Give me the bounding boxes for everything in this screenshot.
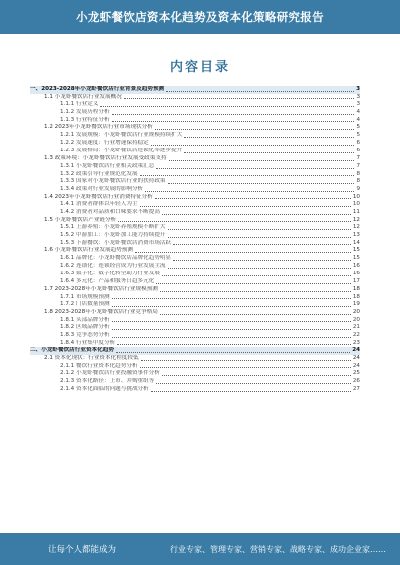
toc-entry[interactable] (30, 378, 360, 386)
toc-entry[interactable] (30, 101, 360, 109)
toc-entry-title: 1.7 2023-2028年小龙虾餐饮店行业规模预测 (44, 285, 158, 292)
toc-leader-dots (184, 152, 354, 153)
toc-entry[interactable] (30, 217, 360, 225)
toc-entry-page: 24 (352, 347, 360, 354)
toc-entry-page: 4 (356, 109, 360, 116)
toc-leader-dots (173, 244, 351, 245)
toc-leader-dots (168, 229, 351, 230)
toc-entry[interactable] (30, 86, 360, 94)
toc-entry-page: 11 (352, 209, 360, 215)
footer-slogan-left: 让每个人都能成为 (48, 545, 117, 555)
toc-entry-page: 6 (356, 147, 360, 154)
toc-entry[interactable] (30, 163, 360, 171)
toc-entry-page: 17 (352, 278, 360, 285)
toc-entry-page: 26 (352, 378, 360, 385)
toc-leader-dots (112, 298, 351, 299)
toc-entry[interactable] (30, 240, 360, 248)
toc-leader-dots (173, 260, 351, 261)
toc-entry-title: 1.3.4 政策对行业发展的影响分析 (60, 185, 144, 192)
toc-leader-dots (168, 237, 351, 238)
toc-leader-dots (156, 383, 351, 384)
toc-leader-dots (112, 321, 351, 322)
toc-entry-page: 6 (356, 139, 360, 146)
toc-entry-page: 25 (352, 370, 360, 377)
report-header (0, 0, 400, 34)
toc-entry-title: 2.1 资本化现状：行业资本化程度较低 (44, 355, 139, 362)
toc-entry-page: 8 (356, 170, 360, 177)
toc-entry-title: 1.3.3 国家对小龙虾餐饮店行业的扶持政策 (60, 178, 166, 185)
toc-entry-page: 5 (356, 132, 360, 139)
toc-leader-dots (140, 206, 351, 207)
toc-entry-title: 1.4.2 消费者对品质和口味要求不断提高 (60, 209, 160, 215)
toc-entry-title: 1.5.1 上游养殖：小龙虾养殖规模不断扩大 (60, 224, 166, 231)
toc-entry-title: 1.3.1 小龙虾餐饮店行业相关政策汇总 (60, 162, 155, 169)
toc-entry-title: 1.1.3 行业特征分析 (60, 116, 110, 123)
toc-entry-page: 24 (352, 355, 360, 362)
toc-entry-title: 1.5 小龙虾餐饮店产业链分析 (44, 216, 117, 223)
toc-entry[interactable] (30, 355, 360, 363)
toc-entry[interactable] (30, 386, 360, 394)
toc-entry-page: 15 (352, 255, 360, 262)
toc-entry-title: 1.6.1 品牌化：小龙虾餐饮店品牌化趋势明显 (60, 255, 172, 262)
toc-entry[interactable] (30, 278, 360, 286)
toc-leader-dots (145, 191, 354, 192)
toc-entry-page: 21 (352, 324, 360, 331)
toc-entry[interactable] (30, 370, 360, 378)
toc-leader-dots (166, 91, 354, 92)
toc-entry[interactable] (30, 363, 360, 371)
toc-entry-title: 1.7.2 门店数量预测 (60, 301, 110, 308)
toc-entry[interactable] (30, 340, 360, 348)
toc-leader-dots (155, 198, 351, 199)
toc-entry[interactable] (30, 171, 360, 179)
toc-entry-page: 16 (352, 262, 360, 269)
toc-entry[interactable] (30, 317, 360, 325)
toc-entry-title: 2.1.3 资本化路径：上市、并购重组等 (60, 378, 155, 385)
report-footer (0, 533, 400, 565)
toc-entry-title: 1.3.2 政策引导行业规范化发展 (60, 170, 138, 177)
toc-entry-title: 1.8.4 行业集中度分析 (60, 339, 116, 346)
toc-entry-title: 1.2 2023年小龙虾餐饮店行业市场现状分析 (44, 124, 153, 131)
toc-entry[interactable] (30, 294, 360, 302)
toc-leader-dots (100, 106, 354, 107)
toc-entry-page: 23 (352, 339, 360, 346)
toc-entry-page: 12 (352, 224, 360, 231)
toc-entry-title: 1.8.1 头部品牌分析 (60, 316, 110, 323)
toc-entry[interactable] (30, 194, 360, 202)
toc-entry[interactable] (30, 232, 360, 240)
toc-entry-page: 15 (352, 247, 360, 254)
toc-leader-dots (116, 352, 350, 353)
toc-entry-title: 1.2.3 发展格局：小龙虾餐饮店连锁化率逐步提升 (60, 147, 183, 154)
toc-leader-dots (140, 175, 355, 176)
toc-entry[interactable] (30, 347, 360, 355)
table-of-contents (30, 86, 360, 394)
toc-leader-dots (160, 291, 351, 292)
toc-leader-dots (169, 160, 355, 161)
toc-entry-title: 1.6.4 多元化：产品和服务日趋多元化 (60, 278, 155, 285)
toc-entry-page: 9 (356, 185, 360, 192)
toc-entry-title: 1.1.1 行业定义 (60, 101, 99, 108)
toc-entry[interactable] (30, 109, 360, 117)
toc-entry-page: 8 (356, 178, 360, 185)
toc-entry[interactable] (30, 132, 360, 140)
toc-entry-title: 1.8.3 竞争态势分析 (60, 332, 110, 338)
toc-entry-page: 27 (352, 385, 360, 392)
toc-entry-title: 1.3 政策环境：小龙虾餐饮店行业发展受政策支持 (44, 155, 167, 162)
toc-entry-page: 22 (352, 332, 360, 338)
toc-entry-page: 10 (352, 193, 360, 200)
toc-entry[interactable] (30, 263, 360, 271)
toc-entry-page: 3 (356, 86, 360, 92)
toc-entry[interactable] (30, 201, 360, 209)
toc-entry[interactable] (30, 301, 360, 309)
toc-entry-page: 3 (356, 93, 360, 100)
toc-leader-dots (112, 337, 351, 338)
toc-entry-page: 5 (356, 124, 360, 131)
toc-entry-title: 1.4 2023年小龙虾餐饮店行业消费特征分析 (44, 193, 153, 200)
toc-entry[interactable] (30, 286, 360, 294)
toc-entry-title: 1.4.1 消费者群体以年轻人为主 (60, 201, 138, 208)
toc-entry-title: 1.2.2 发展速度：行业增速保持稳定 (60, 139, 149, 146)
toc-entry[interactable] (30, 247, 360, 255)
toc-leader-dots (162, 375, 351, 376)
toc-entry[interactable] (30, 224, 360, 232)
toc-entry-title: 2.1.1 餐饮行业资本化趋势分析 (60, 362, 138, 369)
toc-entry-page: 19 (352, 301, 360, 308)
toc-entry-page: 7 (356, 162, 360, 169)
toc-entry-title: 1.6.2 连锁化：连锁经营成为行业发展主流 (60, 262, 166, 269)
toc-entry-page: 3 (356, 101, 360, 108)
toc-leader-dots (155, 129, 355, 130)
toc-entry-page: 4 (356, 116, 360, 123)
toc-entry-title: 1.6.3 数字化：数字化转型助力行业发展 (60, 270, 160, 277)
toc-entry-title: 1.1.2 发展历程分析 (60, 109, 110, 116)
toc-leader-dots (141, 360, 351, 361)
toc-entry-title: 二、小龙虾餐饮店行业资本化趋势 (30, 347, 114, 354)
toc-entry-page: 24 (352, 362, 360, 369)
toc-entry-page: 20 (352, 316, 360, 323)
toc-leader-dots (117, 344, 351, 345)
toc-entry[interactable] (30, 309, 360, 317)
toc-leader-dots (156, 283, 351, 284)
toc-entry[interactable] (30, 140, 360, 148)
toc-entry-title: 1.7.1 市场规模预测 (60, 293, 110, 300)
toc-leader-dots (156, 168, 354, 169)
toc-leader-dots (118, 221, 351, 222)
toc-entry-title: 1.2.1 发展规模：小龙虾餐饮店行业规模持续扩大 (60, 132, 183, 139)
toc-entry-title: 1.5.2 中游加工：小龙虾加工能力持续提升 (60, 232, 166, 239)
toc-entry[interactable] (30, 271, 360, 279)
toc-leader-dots (162, 275, 351, 276)
toc-leader-dots (184, 137, 354, 138)
toc-leader-dots (140, 367, 351, 368)
toc-entry[interactable] (30, 209, 360, 217)
toc-leader-dots (124, 98, 355, 99)
toc-entry[interactable] (30, 324, 360, 332)
toc-leader-dots (151, 145, 355, 146)
toc-entry-title: 1.8.2 区域品牌分析 (60, 324, 110, 331)
toc-entry[interactable] (30, 186, 360, 194)
toc-entry-page: 7 (356, 155, 360, 162)
toc-entry-title: 1.5.3 下游餐饮：小龙虾餐饮店消费市场活跃 (60, 239, 172, 246)
toc-entry[interactable] (30, 155, 360, 163)
toc-leader-dots (160, 314, 351, 315)
toc-entry[interactable] (30, 255, 360, 263)
toc-entry-title: 1.8 2023-2028年小龙虾餐饮店行业竞争格局 (44, 308, 158, 315)
toc-leader-dots (135, 252, 351, 253)
toc-leader-dots (112, 306, 351, 307)
toc-entry[interactable] (30, 94, 360, 102)
toc-leader-dots (151, 391, 351, 392)
toc-entry-page: 16 (352, 270, 360, 277)
toc-entry[interactable] (30, 148, 360, 156)
toc-entry-title: 一、2023-2028年小龙虾餐饮店行业背景及趋势预测 (30, 86, 165, 92)
toc-entry-page: 13 (352, 232, 360, 239)
report-title: 小龙虾餐饮店资本化趋势及资本化策略研究报告 (76, 10, 324, 24)
toc-entry-title: 1.6 小龙虾餐饮店行业发展趋势预测 (44, 247, 133, 254)
toc-leader-dots (112, 114, 355, 115)
toc-entry-title: 2.1.2 小龙虾餐饮店行业投融资事件分析 (60, 370, 160, 377)
toc-entry-title: 2.1.4 资本化面临的问题与挑战分析 (60, 385, 149, 392)
toc-entry-page: 18 (352, 293, 360, 300)
toc-leader-dots (112, 329, 351, 330)
toc-leader-dots (168, 268, 351, 269)
toc-entry[interactable] (30, 117, 360, 125)
toc-entry[interactable] (30, 178, 360, 186)
toc-leader-dots (112, 121, 355, 122)
toc-entry-page: 14 (352, 239, 360, 246)
toc-entry[interactable] (30, 124, 360, 132)
toc-entry[interactable] (30, 332, 360, 340)
toc-entry-page: 12 (352, 216, 360, 223)
toc-entry-page: 10 (352, 201, 360, 208)
toc-entry-title: 1.1 小龙虾餐饮店行业发展概况 (44, 93, 122, 100)
toc-heading: 内容目录 (169, 60, 230, 75)
footer-slogan-right: 行业专家、管理专家、营销专家、战略专家、成功企业家…… (170, 544, 386, 554)
toc-leader-dots (162, 214, 351, 215)
toc-leader-dots (168, 183, 355, 184)
toc-entry-page: 20 (352, 308, 360, 315)
toc-entry-page: 18 (352, 285, 360, 292)
